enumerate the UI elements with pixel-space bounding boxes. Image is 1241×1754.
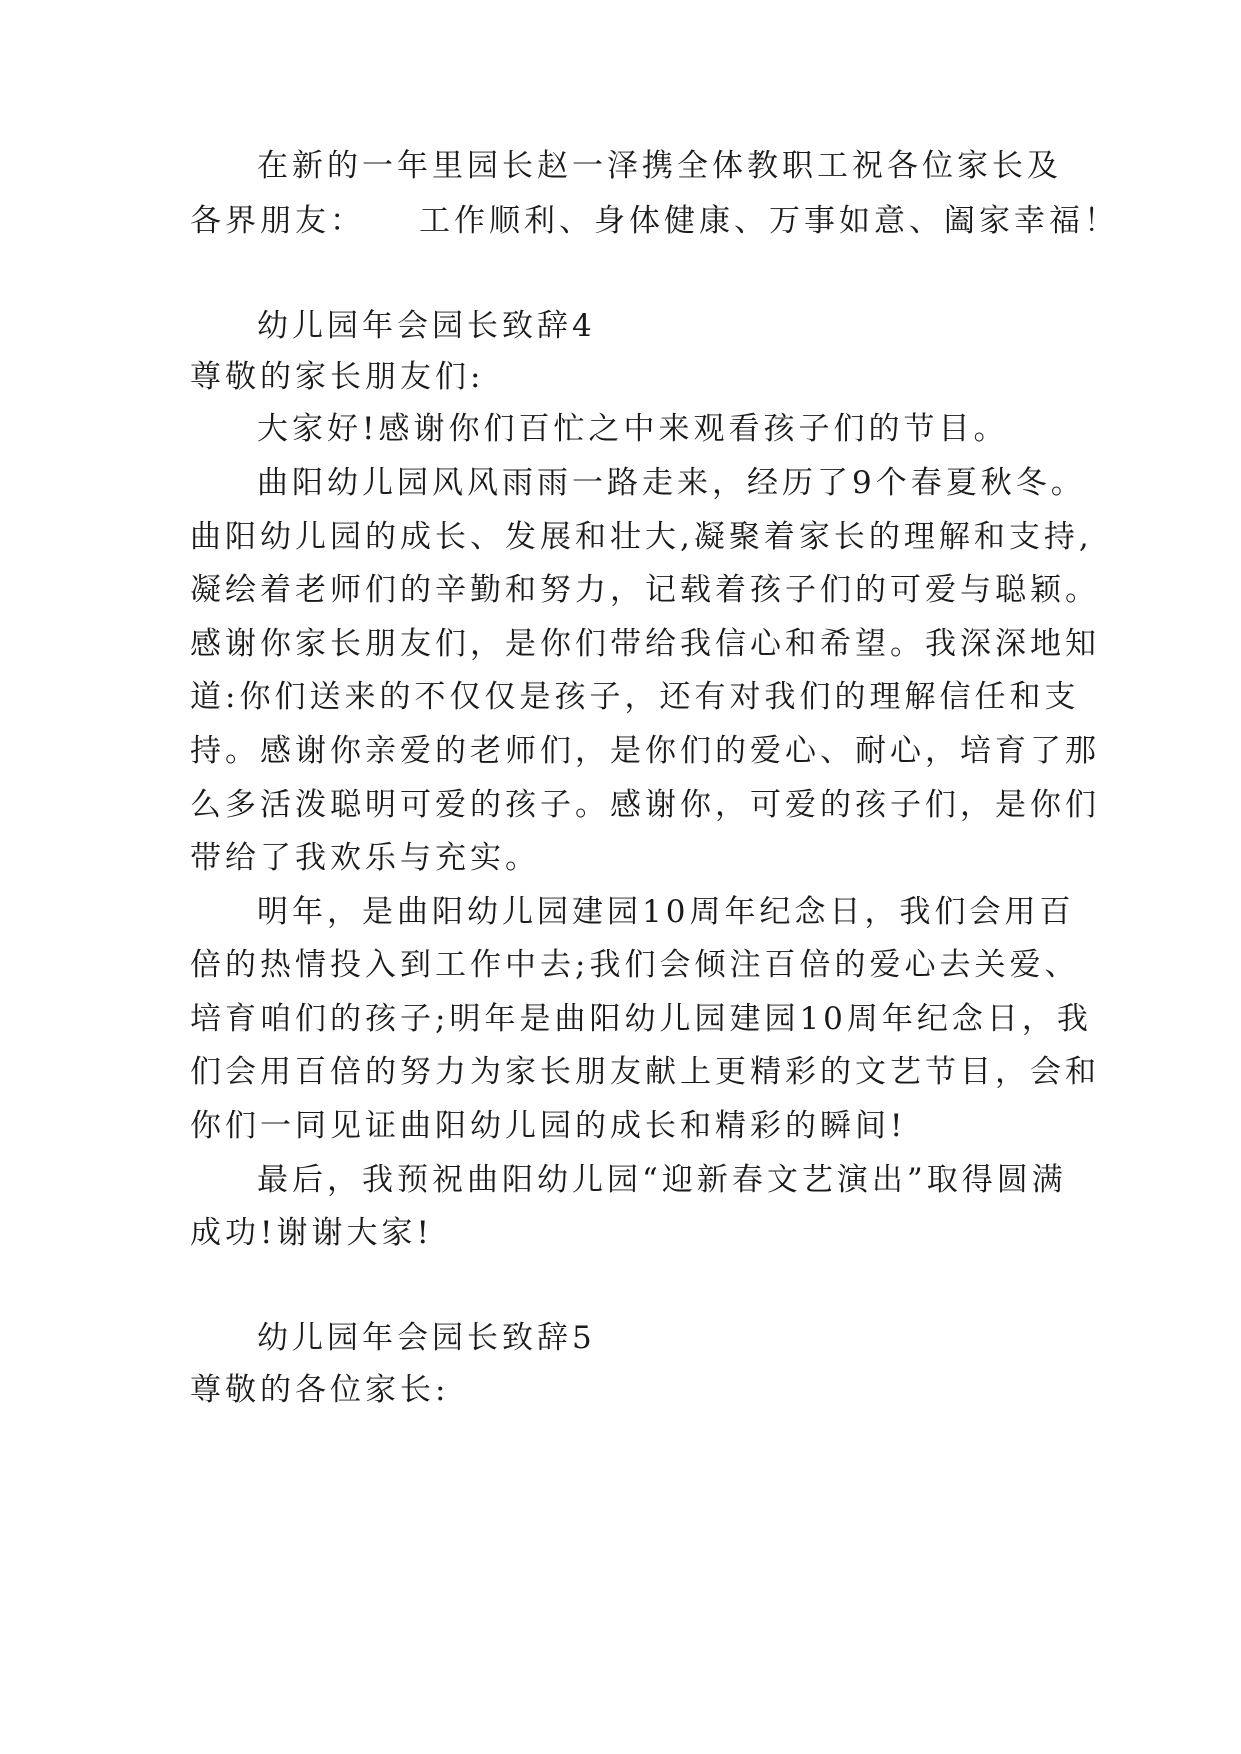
closing-salutation: 各界朋友： (190, 203, 365, 239)
section-4-p3-line: 明年，是曲阳幼儿园建园10周年纪念日，我们会用百 (257, 894, 1075, 930)
section-4-salutation: 尊敬的家长朋友们: (190, 359, 485, 395)
section-4-p2-line: 曲阳幼儿园的成长、发展和壮大,凝聚着家长的理解和支持, (190, 519, 1093, 555)
section-4-p2-line: 么多活泼聪明可爱的孩子。感谢你，可爱的孩子们，是你们 (190, 787, 1100, 823)
section-5-salutation: 尊敬的各位家长: (190, 1372, 450, 1408)
closing-line-2 (190, 201, 1119, 241)
section-4-p3-line: 你们一同见证曲阳幼儿园的成长和精彩的瞬间! (190, 1108, 907, 1144)
section-4-p2-line: 曲阳幼儿园风风雨雨一路走来，经历了9个春夏秋冬。 (257, 465, 1086, 501)
section-4-p3-line: 倍的热情投入到工作中去;我们会倾注百倍的爱心去关爱、 (190, 947, 1080, 983)
section-4-p2-line: 感谢你家长朋友们，是你们带给我信心和希望。我深深地知 (190, 626, 1100, 662)
closing-line-1: 在新的一年里园长赵一泽携全体教职工祝各位家长及 (257, 148, 1062, 184)
section-4-p2-line: 持。感谢你亲爱的老师们，是你们的爱心、耐心，培育了那 (190, 733, 1100, 769)
section-4-p4-line: 最后，我预祝曲阳幼儿园“迎新春文艺演出”取得圆满 (257, 1162, 1067, 1198)
section-4-p3-line: 们会用百倍的努力为家长朋友献上更精彩的文艺节目，会和 (190, 1054, 1100, 1090)
section-5-heading: 幼儿园年会园长致辞5 (257, 1320, 596, 1356)
closing-wishes: 工作顺利、身体健康、万事如意、阖家幸福！ (419, 203, 1119, 239)
section-4-paragraph-1: 大家好!感谢你们百忙之中来观看孩子们的节目。 (257, 411, 1009, 447)
section-4-p2-line: 带给了我欢乐与充实。 (190, 840, 540, 876)
section-4-p4-line: 成功!谢谢大家! (190, 1215, 433, 1251)
section-4-p2-line: 凝绘着老师们的辛勤和努力，记载着孩子们的可爱与聪颖。 (190, 572, 1100, 608)
section-4-heading: 幼儿园年会园长致辞4 (257, 308, 596, 344)
section-4-p3-line: 培育咱们的孩子;明年是曲阳幼儿园建园10周年纪念日，我 (190, 1001, 1092, 1037)
section-4-p2-line: 道:你们送来的不仅仅是孩子，还有对我们的理解信任和支 (190, 679, 1080, 715)
